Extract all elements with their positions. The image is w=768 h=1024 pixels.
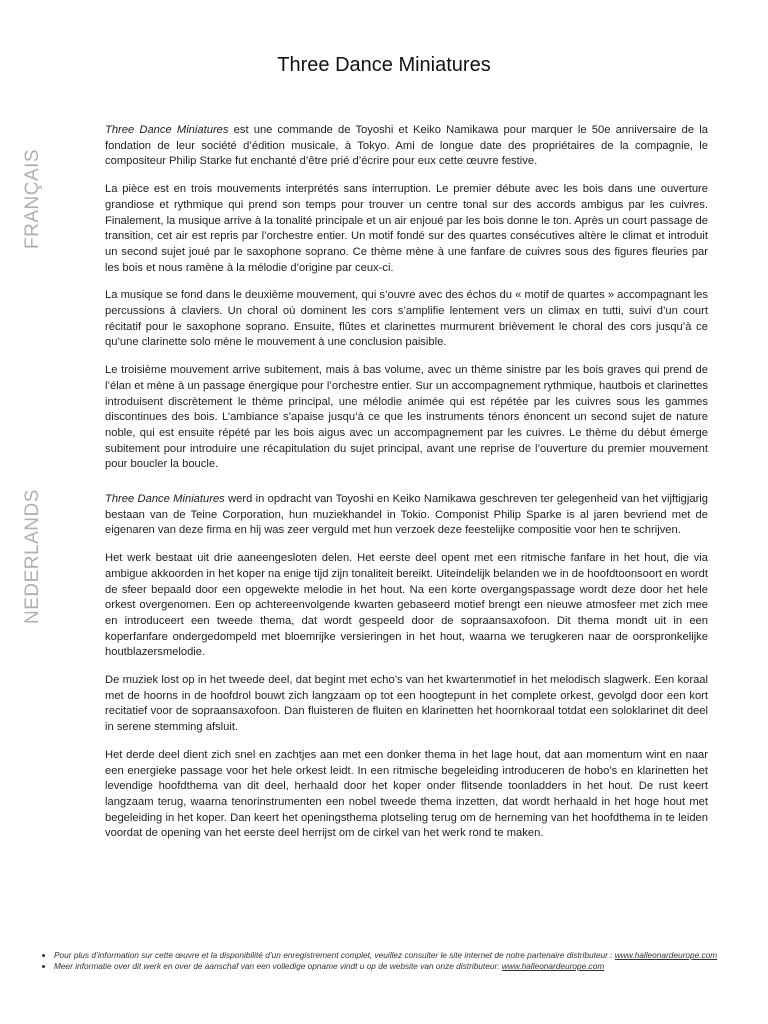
distributor-link[interactable]: www.halleonardeurope.com — [614, 950, 718, 960]
dutch-paragraph-3: De muziek lost op in het tweede deel, dat begint met echo’s van het kwartenmotief in het melodisch slagwerk. Een koraal met de hoorns in de hoofdrol bouwt zich langzaam op tot een hoogtepunt in het complete orkest, gevolgd door een kort recitatief voor de sopraansaxofoon. Dan fluisteren de fluiten en klarinetten het hoornkoraal totdat een soloklarinet dit deel in serene stemming afsluit. — [105, 674, 708, 734]
dutch-paragraph-1-text: werd in opdracht van Toyoshi en Keiko Namikawa geschreven ter gelegenheid van het vijftigjarig bestaan van de Teine Corporation, hun muziekhandel in Tokio. Componist Philip Sparke is al jaren bevriend met de eigenaren van deze firma en hij was zeer verguld met hun verzoek deze feestelijke compositie voor hen te schrijven. — [105, 493, 708, 537]
work-title-italic: Three Dance Miniatures — [105, 124, 229, 136]
french-paragraph-3: La musique se fond dans le deuxième mouvement, qui s’ouvre avec des échos du « motif de quartes » accompagnant les percussions à claviers. Un choral où dominent les cors s’amplifie lentement vers un climax en tutti, suivi d’un court récitatif pour le saxophone soprano. Ensuite, flûtes et clarinettes murmurent brièvement le choral des cors jusqu’à ce qu’une clarinette solo mène le mouvement à une conclusion paisible. — [105, 289, 708, 349]
footer-note-text: Pour plus d’information sur cette œuvre et la disponibilité d’un enregistrement complet, veuillez consulter le site internet de notre partenaire distributeur : — [54, 950, 615, 960]
footer-notes — [42, 950, 722, 972]
dutch-paragraph-1 — [105, 492, 708, 539]
french-paragraph-4: Le troisième mouvement arrive subitement, mais à bas volume, avec un thème sinistre par les bois graves qui prend de l’élan et mène à un passage énergique pour l’orchestre entier. Sur un accompagnement rythmique, hautbois et clarinettes introduisent discrètement le thème principal, une mélodie animée qui est répétée par les cuivres sous les gammes discontinues des bois. L’ambiance s’apaise jusqu’à ce que les instruments ténors énoncent un second sujet de nature noble, qui est ensuite répété par les bois aigus avec un accompagnement par les cuivres. Le thème du début émerge subitement pour introduire une récapitulation du sujet principal, avant une reprise de l’ouverture du premier mouvement pour boucler la boucle. — [105, 364, 708, 471]
french-paragraph-1-text: est une commande de Toyoshi et Keiko Namikawa pour marquer le 50e anniversaire de la fondation de leur société d’édition musicale, à Tokyo. Ami de longue date des propriétaires de la compagnie, le compositeur Philip Starke fut enchanté d’être prié d’écrire pour eux cette œuvre festive. — [105, 124, 708, 168]
french-paragraph-1 — [105, 123, 708, 170]
dutch-section — [105, 492, 708, 854]
dutch-paragraph-4: Het derde deel dient zich snel en zachtjes aan met een donker thema in het lage hout, dat aan momentum wint en naar een energieke passage voor het hele orkest leidt. In een ritmische begeleiding introduceren de hobo’s en klarinetten het levendige hoofdthema van dit deel, herhaald door het koper onder flitsende toonladders in het hout. De rust keert langzaam terug, waarna tenorinstrumenten een nobel tweede thema inzetten, dat wordt herhaald in het hoge hout met begeleiding in het koper. Dan keert het openingsthema plotseling terug om de herneming van het hoofdthema in te leiden voordat de opening van het eerste deel herrijst om de cirkel van het werk rond te maken. — [105, 748, 708, 840]
footer-note-dutch — [54, 961, 722, 972]
work-title-italic: Three Dance Miniatures — [105, 493, 225, 505]
page-title: Three Dance Miniatures — [277, 54, 491, 76]
french-section — [105, 123, 708, 485]
footer-note-text: Meer informatie over dit werk en over de aanschaf van een volledige opname vindt u op de website van onze distributeur: — [54, 961, 502, 971]
language-label-french: FRANÇAIS — [22, 148, 43, 249]
footer-note-french — [54, 950, 722, 961]
distributor-link[interactable]: www.halleonardeurope.com — [501, 961, 605, 971]
dutch-paragraph-2: Het werk bestaat uit drie aaneengesloten delen. Het eerste deel opent met een ritmische fanfare in het hout, die via ambigue akkoorden in het koper na enige tijd zijn tonaliteit bereikt. Uiteindelijk belanden we in de hoofdtoonsoort en wordt de sfeer bepaald door een opgewekte melodie in het hout. Na een korte overgangspassage wordt deze door het hele orkest overgenomen. Een op achtereenvolgende kwarten gebaseerd motief brengt een nieuwe atmosfeer met zich mee en introduceert een tweede thema, dat wordt gespeeld door de sopraansaxofoon. Dit thema mondt uit in een koperfanfare ondergedompeld met bloemrijke versieringen in het hout, waarna we terugkeren naar de oorspronkelijke houtblazersmelodie. — [105, 552, 708, 659]
language-label-dutch: NEDERLANDS — [22, 489, 43, 624]
french-paragraph-2: La pièce est en trois mouvements interprétés sans interruption. Le premier débute avec les bois dans une ouverture grandiose et rythmique qui prend son temps pour trouver un centre tonal sur des accords ambigus par les cuivres. Finalement, la musique arrive à la tonalité principale et un air enjoué par les bois donne le ton. Après un court passage de transition, cet air est repris par l’orchestre entier. Un motif fondé sur des quartes consécutives altère le climat et introduit un second sujet joué par le saxophone soprano. Ce thème mène à une fanfare de cuivres sous des figures fleuries par les bois et nous ramène à la mélodie d’origine par ceux-ci. — [105, 183, 708, 274]
